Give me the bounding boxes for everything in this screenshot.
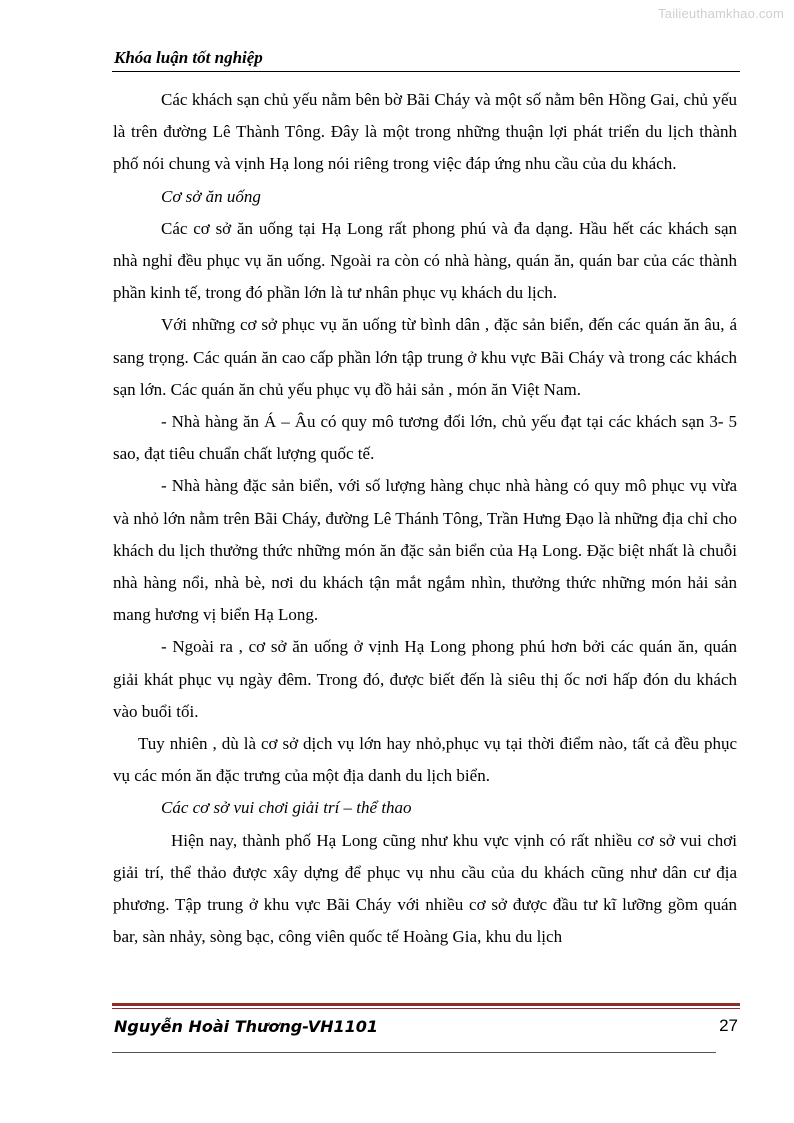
list-item-restaurants-asia-europe: - Nhà hàng ăn Á – Âu có quy mô tương đối lớn, chủ yếu đạt tại các khách sạn 3- 5 sao, đạt tiêu chuẩn chất lượng quốc tế. xyxy=(113,412,737,464)
footer-divider-thick xyxy=(112,1003,740,1006)
footer-bottom-divider xyxy=(112,1052,716,1053)
header-title: Khóa luận tốt nghiệp xyxy=(114,48,263,67)
paragraph-dining-summary: Tuy nhiên , dù là cơ sở dịch vụ lớn hay nhỏ,phục vụ tại thời điểm nào, tất cả đều phục vụ các món ăn đặc trưng của một địa danh du lịch biển. xyxy=(113,734,737,786)
paragraph-hotels: Các khách sạn chủ yếu nằm bên bờ Bãi Cháy và một số nằm bên Hồng Gai, chủ yếu là trên đường Lê Thành Tông. Đây là một trong những thuận lợi phát triển du lịch thành phố nói chung và vịnh Hạ long nói riêng trong việc đáp ứng nhu cầu của du khách. xyxy=(113,90,737,174)
footer-divider-thin xyxy=(112,1008,740,1009)
page-number: 27 xyxy=(719,1016,738,1035)
section-heading-dining: Cơ sở ăn uống xyxy=(161,186,261,206)
paragraph-entertainment: Hiện nay, thành phố Hạ Long cũng như khu vực vịnh có rất nhiều cơ sở vui chơi giải trí, thể thảo được xây dựng để phục vụ nhu cầu của du khách cũng như dân cư địa phương. Tập trung ở khu vực Bãi Cháy với nhiều cơ sở được đầu tư kĩ lưỡng gồm quán bar, sàn nhảy, sòng bạc, công viên quốc tế Hoàng Gia, khu du lịch xyxy=(113,830,737,947)
section-heading-entertainment: Các cơ sở vui chơi giải trí – thể thao xyxy=(161,798,412,818)
list-item-seafood-restaurants: - Nhà hàng đặc sản biển, với số lượng hàng chục nhà hàng có quy mô phục vụ vừa và nhỏ lớn nằm trên Bãi Cháy, đường Lê Thánh Tông, Trần Hưng Đạo là những địa chỉ cho khách du lịch thưởng thức những món ăn đặc sản biển của Hạ Long. Đặc biệt nhất là chuỗi nhà hàng nổi, nhà bè, nơi du khách tận mắt ngắm nhìn, thưởng thức những món hải sản mang hương vị biển Hạ Long. xyxy=(113,476,737,625)
document-body xyxy=(113,84,737,953)
paragraph-dining-levels: Với những cơ sở phục vụ ăn uống từ bình dân , đặc sản biển, đến các quán ăn âu, á sang trọng. Các quán ăn cao cấp phần lớn tập trung ở khu vực Bãi Cháy và trong các khách sạn lớn. Các quán ăn chủ yếu phục vụ đồ hải sản , món ăn Việt Nam. xyxy=(113,315,737,399)
watermark: Tailieuthamkhao.com xyxy=(658,6,784,21)
list-item-other-eateries: - Ngoài ra , cơ sở ăn uống ở vịnh Hạ Long phong phú hơn bởi các quán ăn, quán giải khát phục vụ ngày đêm. Trong đó, được biết đến là siêu thị ốc nơi hấp đón du khách vào buổi tối. xyxy=(113,637,737,721)
paragraph-dining-overview: Các cơ sở ăn uống tại Hạ Long rất phong phú và đa dạng. Hầu hết các khách sạn nhà nghỉ đều phục vụ ăn uống. Ngoài ra còn có nhà hàng, quán ăn, quán bar của các thành phần kinh tế, trong đó phần lớn là tư nhân phục vụ khách du lịch. xyxy=(113,218,737,303)
footer-author: Nguyễn Hoài Thương-VH1101 xyxy=(114,1017,379,1036)
header-divider xyxy=(112,71,740,72)
